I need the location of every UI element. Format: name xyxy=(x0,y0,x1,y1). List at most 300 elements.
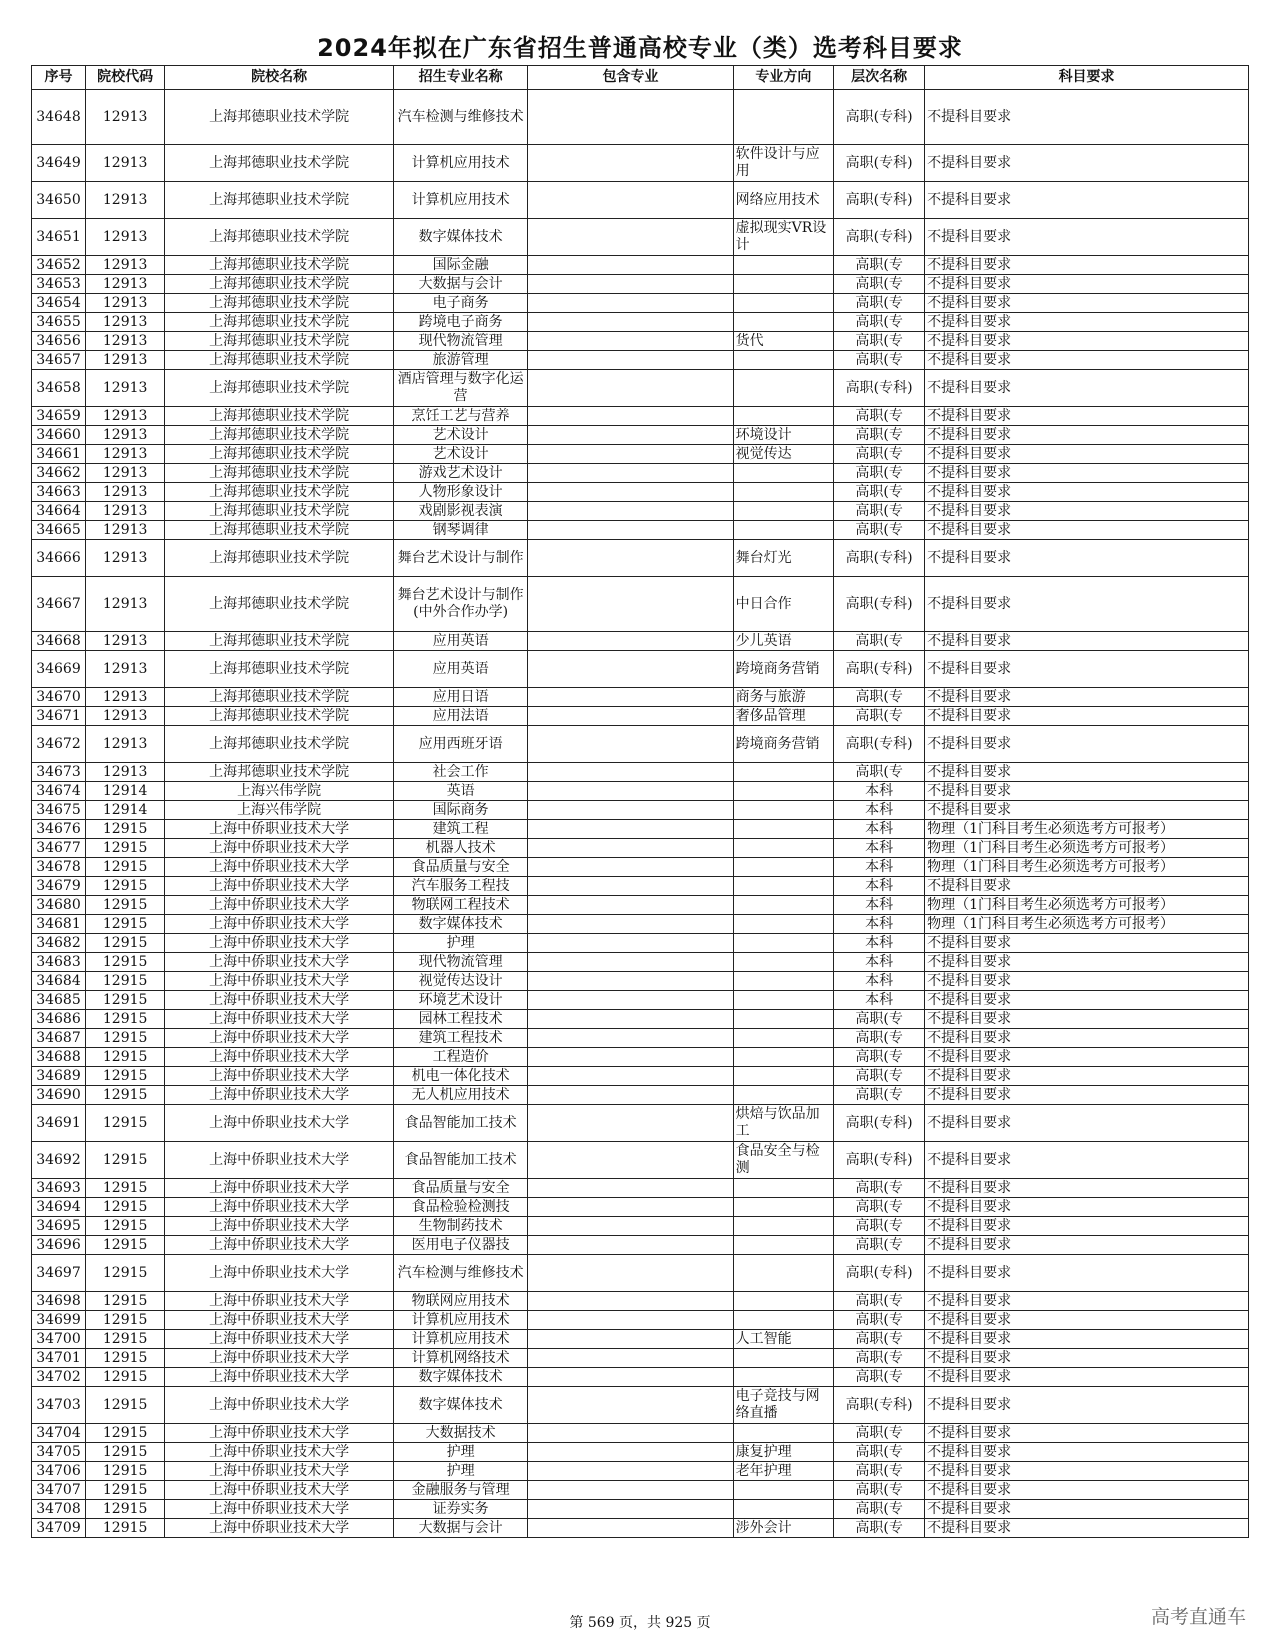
cell-requirement: 不提科目要求 xyxy=(925,1198,1249,1217)
table-row xyxy=(32,426,1249,445)
cell-code: 12913 xyxy=(85,182,164,219)
cell-code: 12915 xyxy=(85,953,164,972)
cell-sub-majors xyxy=(528,1142,733,1179)
header-direction: 专业方向 xyxy=(733,66,834,90)
table-row xyxy=(32,483,1249,502)
cell-direction: 视觉传达 xyxy=(733,445,834,464)
table-row xyxy=(32,502,1249,521)
table-row xyxy=(32,294,1249,313)
cell-sub-majors xyxy=(528,1443,733,1462)
cell-requirement: 不提科目要求 xyxy=(925,1048,1249,1067)
cell-direction: 食品安全与检测 xyxy=(733,1142,834,1179)
cell-major: 汽车检测与维修技术 xyxy=(393,1255,527,1292)
cell-seq: 34686 xyxy=(32,1010,86,1029)
cell-school: 上海邦德职业技术学院 xyxy=(165,688,394,707)
cell-level: 本科 xyxy=(834,972,925,991)
table-row xyxy=(32,1236,1249,1255)
cell-code: 12913 xyxy=(85,219,164,256)
cell-school: 上海邦德职业技术学院 xyxy=(165,332,394,351)
cell-major: 食品智能加工技术 xyxy=(393,1105,527,1142)
cell-sub-majors xyxy=(528,782,733,801)
cell-requirement: 物理（1门科目考生必须选考方可报考） xyxy=(925,820,1249,839)
cell-major: 国际商务 xyxy=(393,801,527,820)
cell-level: 高职(专 xyxy=(834,1067,925,1086)
cell-sub-majors xyxy=(528,351,733,370)
cell-requirement: 不提科目要求 xyxy=(925,1481,1249,1500)
cell-seq: 34707 xyxy=(32,1481,86,1500)
cell-level: 高职(专 xyxy=(834,1048,925,1067)
cell-seq: 34656 xyxy=(32,332,86,351)
table-row xyxy=(32,407,1249,426)
cell-sub-majors xyxy=(528,1330,733,1349)
cell-level: 高职(专科) xyxy=(834,1142,925,1179)
cell-code: 12915 xyxy=(85,839,164,858)
cell-major: 护理 xyxy=(393,1443,527,1462)
cell-major: 机电一体化技术 xyxy=(393,1067,527,1086)
cell-major: 数字媒体技术 xyxy=(393,219,527,256)
cell-sub-majors xyxy=(528,275,733,294)
cell-level: 高职(专科) xyxy=(834,651,925,688)
cell-major: 大数据与会计 xyxy=(393,275,527,294)
cell-direction xyxy=(733,763,834,782)
cell-major: 数字媒体技术 xyxy=(393,1368,527,1387)
cell-school: 上海中侨职业技术大学 xyxy=(165,1198,394,1217)
cell-seq: 34696 xyxy=(32,1236,86,1255)
cell-direction xyxy=(733,521,834,540)
cell-requirement: 不提科目要求 xyxy=(925,1330,1249,1349)
cell-level: 本科 xyxy=(834,991,925,1010)
cell-major: 应用英语 xyxy=(393,651,527,688)
table-row xyxy=(32,991,1249,1010)
cell-code: 12915 xyxy=(85,1179,164,1198)
table-row xyxy=(32,332,1249,351)
cell-major: 烹饪工艺与营养 xyxy=(393,407,527,426)
cell-level: 高职(专 xyxy=(834,1086,925,1105)
cell-code: 12915 xyxy=(85,1330,164,1349)
cell-seq: 34675 xyxy=(32,801,86,820)
table-row xyxy=(32,182,1249,219)
header-school: 院校名称 xyxy=(165,66,394,90)
cell-seq: 34704 xyxy=(32,1424,86,1443)
cell-level: 本科 xyxy=(834,877,925,896)
cell-major: 食品检验检测技 xyxy=(393,1198,527,1217)
table-row xyxy=(32,1292,1249,1311)
cell-requirement: 不提科目要求 xyxy=(925,521,1249,540)
cell-code: 12913 xyxy=(85,763,164,782)
cell-school: 上海邦德职业技术学院 xyxy=(165,275,394,294)
cell-code: 12915 xyxy=(85,1105,164,1142)
table-row xyxy=(32,90,1249,145)
cell-school: 上海兴伟学院 xyxy=(165,801,394,820)
cell-direction xyxy=(733,801,834,820)
header-seq: 序号 xyxy=(32,66,86,90)
table-row xyxy=(32,839,1249,858)
cell-direction xyxy=(733,1236,834,1255)
cell-requirement: 不提科目要求 xyxy=(925,577,1249,632)
cell-requirement: 不提科目要求 xyxy=(925,1368,1249,1387)
cell-level: 高职(专 xyxy=(834,1481,925,1500)
table-row xyxy=(32,858,1249,877)
table-row xyxy=(32,1048,1249,1067)
cell-requirement: 不提科目要求 xyxy=(925,445,1249,464)
cell-school: 上海邦德职业技术学院 xyxy=(165,294,394,313)
cell-sub-majors xyxy=(528,1067,733,1086)
cell-requirement: 不提科目要求 xyxy=(925,145,1249,182)
cell-sub-majors xyxy=(528,972,733,991)
cell-code: 12915 xyxy=(85,991,164,1010)
cell-code: 12913 xyxy=(85,445,164,464)
cell-code: 12915 xyxy=(85,896,164,915)
table-row xyxy=(32,577,1249,632)
table-body xyxy=(32,90,1249,1538)
cell-school: 上海中侨职业技术大学 xyxy=(165,1236,394,1255)
cell-major: 游戏艺术设计 xyxy=(393,464,527,483)
cell-seq: 34654 xyxy=(32,294,86,313)
cell-direction: 烘焙与饮品加工 xyxy=(733,1105,834,1142)
cell-school: 上海邦德职业技术学院 xyxy=(165,145,394,182)
cell-requirement: 物理（1门科目考生必须选考方可报考） xyxy=(925,896,1249,915)
cell-major: 舞台艺术设计与制作(中外合作办学) xyxy=(393,577,527,632)
cell-code: 12915 xyxy=(85,1349,164,1368)
cell-requirement: 不提科目要求 xyxy=(925,1105,1249,1142)
cell-school: 上海中侨职业技术大学 xyxy=(165,1519,394,1538)
cell-major: 人物形象设计 xyxy=(393,483,527,502)
cell-sub-majors xyxy=(528,1255,733,1292)
cell-seq: 34663 xyxy=(32,483,86,502)
table-row xyxy=(32,707,1249,726)
cell-sub-majors xyxy=(528,332,733,351)
cell-seq: 34666 xyxy=(32,540,86,577)
cell-direction xyxy=(733,370,834,407)
cell-school: 上海邦德职业技术学院 xyxy=(165,502,394,521)
cell-code: 12915 xyxy=(85,1010,164,1029)
cell-direction xyxy=(733,820,834,839)
cell-requirement: 不提科目要求 xyxy=(925,763,1249,782)
cell-level: 本科 xyxy=(834,915,925,934)
table-row xyxy=(32,219,1249,256)
cell-sub-majors xyxy=(528,1481,733,1500)
cell-requirement: 物理（1门科目考生必须选考方可报考） xyxy=(925,839,1249,858)
cell-school: 上海邦德职业技术学院 xyxy=(165,445,394,464)
cell-requirement: 不提科目要求 xyxy=(925,90,1249,145)
cell-level: 高职(专 xyxy=(834,1179,925,1198)
cell-code: 12913 xyxy=(85,370,164,407)
cell-requirement: 不提科目要求 xyxy=(925,256,1249,275)
cell-direction xyxy=(733,1292,834,1311)
cell-direction: 跨境商务营销 xyxy=(733,726,834,763)
cell-sub-majors xyxy=(528,1519,733,1538)
cell-code: 12914 xyxy=(85,782,164,801)
cell-level: 高职(专 xyxy=(834,426,925,445)
cell-major: 舞台艺术设计与制作 xyxy=(393,540,527,577)
table-row xyxy=(32,1330,1249,1349)
cell-major: 大数据与会计 xyxy=(393,1519,527,1538)
header-major: 招生专业名称 xyxy=(393,66,527,90)
cell-school: 上海邦德职业技术学院 xyxy=(165,521,394,540)
cell-code: 12913 xyxy=(85,540,164,577)
cell-requirement: 不提科目要求 xyxy=(925,313,1249,332)
cell-major: 计算机应用技术 xyxy=(393,182,527,219)
cell-direction: 舞台灯光 xyxy=(733,540,834,577)
cell-level: 高职(专 xyxy=(834,483,925,502)
cell-direction: 软件设计与应用 xyxy=(733,145,834,182)
cell-sub-majors xyxy=(528,145,733,182)
cell-major: 食品质量与安全 xyxy=(393,858,527,877)
cell-seq: 34679 xyxy=(32,877,86,896)
cell-requirement: 不提科目要求 xyxy=(925,801,1249,820)
cell-requirement: 不提科目要求 xyxy=(925,1424,1249,1443)
cell-direction xyxy=(733,1010,834,1029)
cell-direction xyxy=(733,915,834,934)
cell-major: 应用英语 xyxy=(393,632,527,651)
cell-code: 12915 xyxy=(85,1142,164,1179)
cell-direction: 人工智能 xyxy=(733,1330,834,1349)
cell-code: 12913 xyxy=(85,726,164,763)
cell-seq: 34661 xyxy=(32,445,86,464)
cell-school: 上海邦德职业技术学院 xyxy=(165,370,394,407)
cell-school: 上海中侨职业技术大学 xyxy=(165,896,394,915)
cell-seq: 34701 xyxy=(32,1349,86,1368)
cell-direction xyxy=(733,1179,834,1198)
cell-direction xyxy=(733,934,834,953)
cell-level: 高职(专科) xyxy=(834,1105,925,1142)
cell-seq: 34668 xyxy=(32,632,86,651)
table-row xyxy=(32,1368,1249,1387)
cell-sub-majors xyxy=(528,991,733,1010)
cell-level: 高职(专科) xyxy=(834,219,925,256)
cell-direction xyxy=(733,972,834,991)
cell-direction xyxy=(733,839,834,858)
cell-level: 高职(专科) xyxy=(834,145,925,182)
cell-major: 物联网工程技术 xyxy=(393,896,527,915)
cell-seq: 34674 xyxy=(32,782,86,801)
cell-school: 上海中侨职业技术大学 xyxy=(165,1255,394,1292)
cell-code: 12915 xyxy=(85,1292,164,1311)
cell-code: 12915 xyxy=(85,1368,164,1387)
cell-sub-majors xyxy=(528,426,733,445)
cell-direction xyxy=(733,1217,834,1236)
cell-sub-majors xyxy=(528,464,733,483)
cell-requirement: 不提科目要求 xyxy=(925,991,1249,1010)
table-row xyxy=(32,1217,1249,1236)
cell-code: 12915 xyxy=(85,820,164,839)
cell-sub-majors xyxy=(528,1368,733,1387)
cell-requirement: 不提科目要求 xyxy=(925,426,1249,445)
cell-school: 上海中侨职业技术大学 xyxy=(165,1481,394,1500)
cell-code: 12915 xyxy=(85,1519,164,1538)
cell-school: 上海中侨职业技术大学 xyxy=(165,1330,394,1349)
cell-major: 机器人技术 xyxy=(393,839,527,858)
cell-major: 无人机应用技术 xyxy=(393,1086,527,1105)
table-row xyxy=(32,1010,1249,1029)
cell-sub-majors xyxy=(528,1387,733,1424)
cell-seq: 34658 xyxy=(32,370,86,407)
cell-major: 国际金融 xyxy=(393,256,527,275)
cell-level: 高职(专 xyxy=(834,256,925,275)
cell-direction: 康复护理 xyxy=(733,1443,834,1462)
cell-seq: 34649 xyxy=(32,145,86,182)
table-row xyxy=(32,275,1249,294)
cell-sub-majors xyxy=(528,688,733,707)
cell-code: 12913 xyxy=(85,313,164,332)
cell-seq: 34650 xyxy=(32,182,86,219)
cell-code: 12915 xyxy=(85,1311,164,1330)
cell-direction xyxy=(733,1424,834,1443)
cell-direction xyxy=(733,991,834,1010)
cell-requirement: 不提科目要求 xyxy=(925,219,1249,256)
page-title: 2024年拟在广东省招生普通高校专业（类）选考科目要求 xyxy=(317,34,963,62)
table-row xyxy=(32,915,1249,934)
cell-seq: 34689 xyxy=(32,1067,86,1086)
cell-requirement: 不提科目要求 xyxy=(925,502,1249,521)
cell-school: 上海中侨职业技术大学 xyxy=(165,934,394,953)
cell-level: 高职(专科) xyxy=(834,90,925,145)
cell-seq: 34697 xyxy=(32,1255,86,1292)
table-row xyxy=(32,820,1249,839)
cell-school: 上海邦德职业技术学院 xyxy=(165,256,394,275)
cell-sub-majors xyxy=(528,294,733,313)
cell-direction: 虚拟现实VR设计 xyxy=(733,219,834,256)
table-row xyxy=(32,1443,1249,1462)
cell-sub-majors xyxy=(528,256,733,275)
cell-sub-majors xyxy=(528,726,733,763)
cell-code: 12915 xyxy=(85,1424,164,1443)
cell-code: 12915 xyxy=(85,1086,164,1105)
cell-direction: 网络应用技术 xyxy=(733,182,834,219)
cell-seq: 34688 xyxy=(32,1048,86,1067)
cell-sub-majors xyxy=(528,1086,733,1105)
cell-school: 上海中侨职业技术大学 xyxy=(165,1462,394,1481)
cell-major: 园林工程技术 xyxy=(393,1010,527,1029)
cell-school: 上海邦德职业技术学院 xyxy=(165,540,394,577)
cell-sub-majors xyxy=(528,877,733,896)
cell-sub-majors xyxy=(528,502,733,521)
cell-code: 12915 xyxy=(85,1236,164,1255)
cell-sub-majors xyxy=(528,1424,733,1443)
cell-code: 12915 xyxy=(85,1443,164,1462)
cell-seq: 34708 xyxy=(32,1500,86,1519)
cell-school: 上海中侨职业技术大学 xyxy=(165,953,394,972)
cell-code: 12913 xyxy=(85,256,164,275)
cell-requirement: 不提科目要求 xyxy=(925,726,1249,763)
cell-requirement: 不提科目要求 xyxy=(925,1010,1249,1029)
cell-sub-majors xyxy=(528,182,733,219)
cell-school: 上海邦德职业技术学院 xyxy=(165,426,394,445)
cell-school: 上海中侨职业技术大学 xyxy=(165,1142,394,1179)
table-row xyxy=(32,1105,1249,1142)
cell-school: 上海中侨职业技术大学 xyxy=(165,1368,394,1387)
cell-direction xyxy=(733,502,834,521)
cell-code: 12915 xyxy=(85,1029,164,1048)
cell-direction xyxy=(733,1368,834,1387)
cell-major: 计算机应用技术 xyxy=(393,145,527,182)
cell-requirement: 不提科目要求 xyxy=(925,707,1249,726)
cell-requirement: 不提科目要求 xyxy=(925,1292,1249,1311)
cell-school: 上海中侨职业技术大学 xyxy=(165,1387,394,1424)
cell-code: 12915 xyxy=(85,858,164,877)
table-row xyxy=(32,1500,1249,1519)
cell-seq: 34683 xyxy=(32,953,86,972)
cell-sub-majors xyxy=(528,219,733,256)
cell-level: 高职(专科) xyxy=(834,182,925,219)
cell-level: 高职(专 xyxy=(834,521,925,540)
cell-sub-majors xyxy=(528,801,733,820)
cell-level: 高职(专 xyxy=(834,1349,925,1368)
cell-school: 上海中侨职业技术大学 xyxy=(165,1048,394,1067)
cell-direction xyxy=(733,275,834,294)
cell-major: 汽车检测与维修技术 xyxy=(393,90,527,145)
cell-seq: 34685 xyxy=(32,991,86,1010)
cell-code: 12915 xyxy=(85,1048,164,1067)
cell-school: 上海中侨职业技术大学 xyxy=(165,1105,394,1142)
table-row xyxy=(32,1255,1249,1292)
cell-school: 上海中侨职业技术大学 xyxy=(165,820,394,839)
cell-major: 汽车服务工程技 xyxy=(393,877,527,896)
cell-school: 上海中侨职业技术大学 xyxy=(165,877,394,896)
cell-level: 本科 xyxy=(834,839,925,858)
cell-major: 建筑工程 xyxy=(393,820,527,839)
cell-requirement: 不提科目要求 xyxy=(925,953,1249,972)
cell-seq: 34660 xyxy=(32,426,86,445)
table-row xyxy=(32,801,1249,820)
cell-school: 上海中侨职业技术大学 xyxy=(165,1067,394,1086)
cell-code: 12913 xyxy=(85,464,164,483)
cell-major: 旅游管理 xyxy=(393,351,527,370)
cell-major: 钢琴调律 xyxy=(393,521,527,540)
cell-sub-majors xyxy=(528,1462,733,1481)
cell-code: 12915 xyxy=(85,1500,164,1519)
cell-level: 高职(专 xyxy=(834,688,925,707)
header-code: 院校代码 xyxy=(85,66,164,90)
cell-direction xyxy=(733,256,834,275)
cell-sub-majors xyxy=(528,1217,733,1236)
cell-direction: 跨境商务营销 xyxy=(733,651,834,688)
cell-code: 12915 xyxy=(85,1198,164,1217)
cell-level: 高职(专 xyxy=(834,464,925,483)
cell-level: 高职(专 xyxy=(834,1368,925,1387)
cell-code: 12913 xyxy=(85,426,164,445)
cell-school: 上海中侨职业技术大学 xyxy=(165,1179,394,1198)
cell-seq: 34667 xyxy=(32,577,86,632)
cell-major: 工程造价 xyxy=(393,1048,527,1067)
cell-code: 12913 xyxy=(85,651,164,688)
cell-school: 上海中侨职业技术大学 xyxy=(165,1424,394,1443)
cell-school: 上海兴伟学院 xyxy=(165,782,394,801)
cell-seq: 34681 xyxy=(32,915,86,934)
cell-code: 12913 xyxy=(85,502,164,521)
page-number: 第 569 页，共 925 页 xyxy=(569,1615,711,1631)
cell-code: 12915 xyxy=(85,1255,164,1292)
cell-school: 上海中侨职业技术大学 xyxy=(165,1029,394,1048)
cell-sub-majors xyxy=(528,407,733,426)
cell-sub-majors xyxy=(528,1292,733,1311)
cell-level: 高职(专 xyxy=(834,445,925,464)
cell-school: 上海中侨职业技术大学 xyxy=(165,1500,394,1519)
cell-direction xyxy=(733,1198,834,1217)
cell-requirement: 不提科目要求 xyxy=(925,1179,1249,1198)
cell-direction xyxy=(733,1500,834,1519)
cell-level: 高职(专 xyxy=(834,1443,925,1462)
cell-requirement: 不提科目要求 xyxy=(925,1500,1249,1519)
cell-sub-majors xyxy=(528,313,733,332)
cell-requirement: 物理（1门科目考生必须选考方可报考） xyxy=(925,858,1249,877)
table-row xyxy=(32,521,1249,540)
cell-level: 高职(专 xyxy=(834,1500,925,1519)
cell-direction xyxy=(733,313,834,332)
cell-sub-majors xyxy=(528,1179,733,1198)
cell-code: 12913 xyxy=(85,521,164,540)
cell-requirement: 不提科目要求 xyxy=(925,407,1249,426)
